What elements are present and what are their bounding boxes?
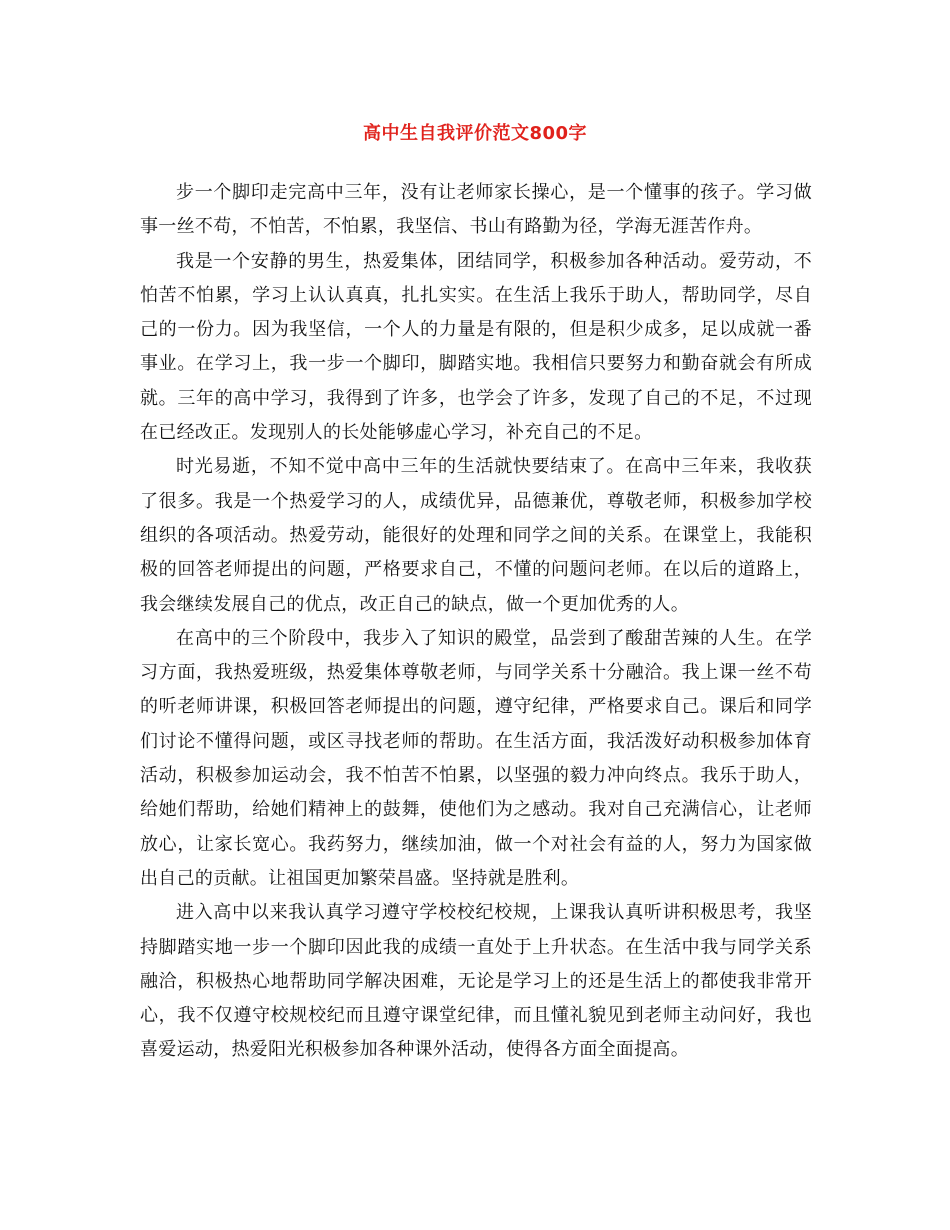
paragraph-1: 步一个脚印走完高中三年，没有让老师家长操心，是一个懂事的孩子。学习做事一丝不苟，不怕苦，不怕累，我坚信、书山有路勤为径，学海无涯苦作舟。	[140, 182, 812, 238]
document-body	[140, 176, 812, 1068]
paragraph-2: 我是一个安静的男生，热爱集体，团结同学，积极参加各种活动。爱劳动，不怕苦不怕累，学习上认认真真，扎扎实实。在生活上我乐于助人，帮助同学，尽自己的一份力。因为我坚信，一个人的力量是有限的，但是积少成多，足以成就一番事业。在学习上，我一步一个脚印，脚踏实地。我相信只要努力和勤奋就会有所成就。三年的高中学习，我得到了许多，也学会了许多，发现了自己的不足，不过现在已经改正。发现别人的长处能够虚心学习，补充自己的不足。	[140, 250, 812, 444]
document-title: 高中生自我评价范文800字	[362, 123, 588, 144]
paragraph-4: 在高中的三个阶段中，我步入了知识的殿堂，品尝到了酸甜苦辣的人生。在学习方面，我热爱班级，热爱集体尊敬老师，与同学关系十分融洽。我上课一丝不苟的听老师讲课，积极回答老师提出的问题，遵守纪律，严格要求自己。课后和同学们讨论不懂得问题，或区寻找老师的帮助。在生活方面，我活泼好动积极参加体育活动，积极参加运动会，我不怕苦不怕累，以坚强的毅力冲向终点。我乐于助人，给她们帮助，给她们精神上的鼓舞，使他们为之感动。我对自己充满信心，让老师放心，让家长宽心。我药努力，继续加油，做一个对社会有益的人，努力为国家做出自己的贡献。让祖国更加繁荣昌盛。坚持就是胜利。	[140, 627, 812, 889]
paragraph-3: 时光易逝，不知不觉中高中三年的生活就快要结束了。在高中三年来，我收获了很多。我是一个热爱学习的人，成绩优异，品德兼优，尊敬老师，积极参加学校组织的各项活动。热爱劳动，能很好的处理和同学之间的关系。在课堂上，我能积极的回答老师提出的问题，严格要求自己，不懂的问题问老师。在以后的道路上，我会继续发展自己的优点，改正自己的缺点，做一个更加优秀的人。	[140, 456, 812, 615]
paragraph-5: 进入高中以来我认真学习遵守学校校纪校规，上课我认真听讲积极思考，我坚持脚踏实地一步一个脚印因此我的成绩一直处于上升状态。在生活中我与同学关系融洽，积极热心地帮助同学解决困难，无论是学习上的还是生活上的都使我非常开心，我不仅遵守校规校纪而且遵守课堂纪律，而且懂礼貌见到老师主动问好，我也喜爱运动，热爱阳光积极参加各种课外活动，使得各方面全面提高。	[140, 902, 812, 1061]
